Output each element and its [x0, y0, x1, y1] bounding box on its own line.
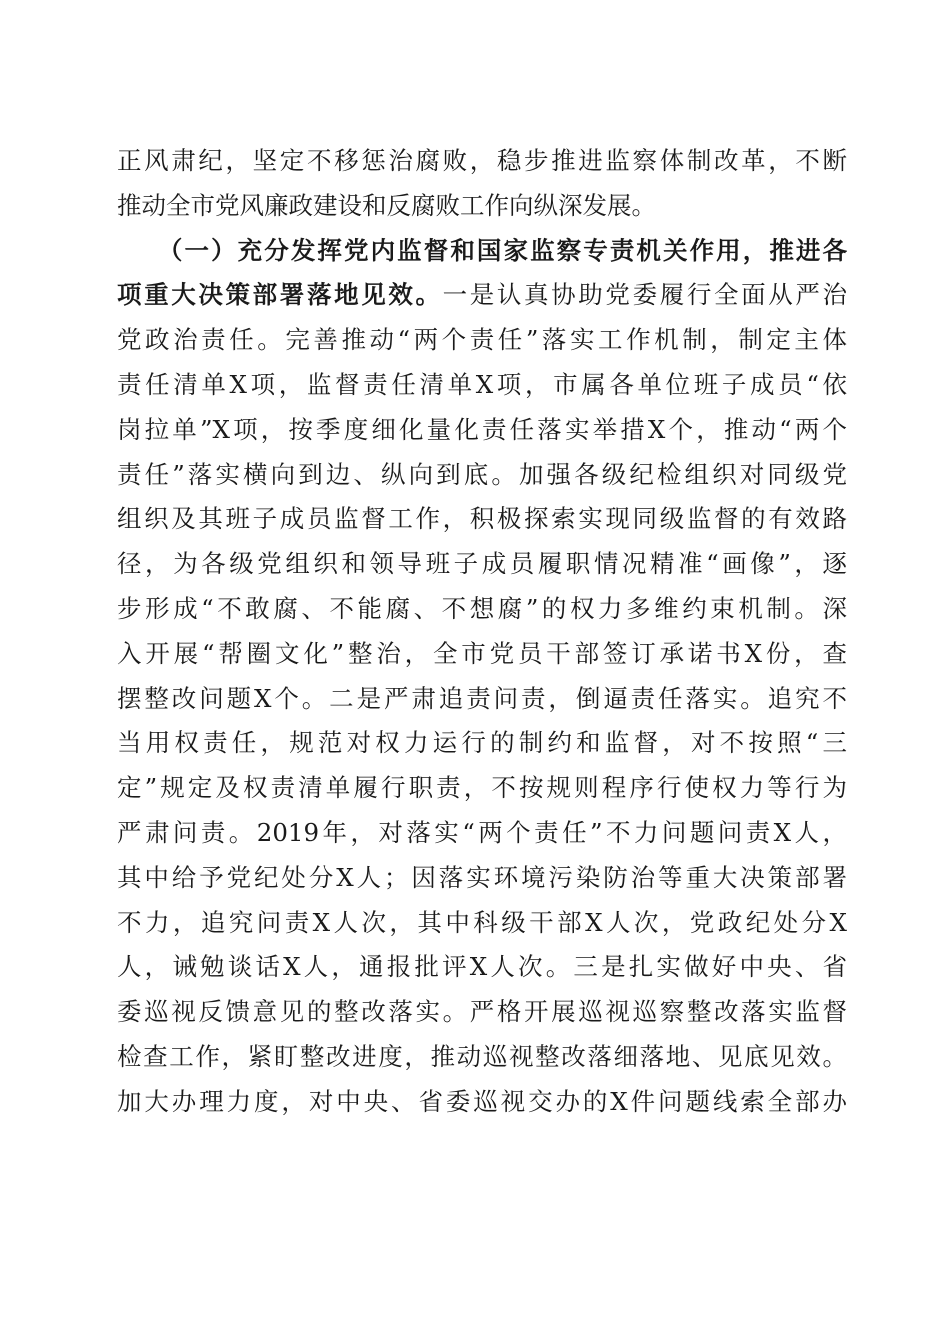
text-line: [117, 1080, 847, 1125]
text-segment: 步形成“不敢腐、不能腐、不想腐”的权力多维约束机制。深: [117, 593, 847, 623]
text-line: [117, 766, 847, 811]
text-line: [117, 408, 847, 453]
text-line: [117, 677, 847, 722]
text-segment: 当用权责任，规范对权力运行的制约和监督，对不按照“三: [117, 728, 847, 758]
text-line: [117, 497, 847, 542]
text-line: [117, 273, 847, 318]
text-line: [117, 632, 847, 677]
text-segment: 严肃问责。2019年，对落实“两个责任”不力问题问责X人，: [117, 817, 847, 847]
text-line: [117, 184, 847, 229]
text-segment: 正风肃纪，坚定不移惩治腐败，稳步推进监察体制改革，不断: [117, 146, 847, 175]
text-segment: 检查工作，紧盯整改进度，推动巡视整改落细落地、见底见效。: [117, 1041, 847, 1071]
text-segment: 人，诫勉谈话X人，通报批评X人次。三是扎实做好中央、省: [117, 952, 847, 982]
text-line: [117, 229, 847, 274]
text-segment: 组织及其班子成员监督工作，积极探索实现同级监督的有效路: [117, 504, 847, 534]
bold-text-segment: （一）充分发挥党内监督和国家监察专责机关作用，推进各: [117, 235, 847, 265]
text-line: [117, 363, 847, 408]
text-segment: 岗拉单”X项，按季度细化量化责任落实举措X个，推动“两个: [117, 414, 847, 444]
text-line: [117, 945, 847, 990]
text-segment: 不力，追究问责X人次，其中科级干部X人次，党政纪处分X: [117, 907, 847, 937]
text-segment: 责任”落实横向到边、纵向到底。加强各级纪检组织对同级党: [117, 459, 847, 489]
body-text: [117, 139, 847, 1125]
text-line: [117, 587, 847, 632]
text-line: [117, 318, 847, 363]
text-segment: 摆整改问题X个。二是严肃追责问责，倒逼责任落实。追究不: [117, 683, 847, 713]
text-segment: 其中给予党纪处分X人；因落实环境污染防治等重大决策部署: [117, 862, 847, 892]
text-segment: 定”规定及权责清单履行职责，不按规则程序行使权力等行为: [117, 773, 847, 803]
text-line: [117, 811, 847, 856]
text-line: [117, 1035, 847, 1080]
text-segment: 党政治责任。完善推动“两个责任”落实工作机制，制定主体: [117, 325, 847, 355]
text-segment: 推动全市党风廉政建设和反腐败工作向纵深发展。: [117, 190, 656, 220]
text-line: [117, 721, 847, 766]
text-line: [117, 856, 847, 901]
text-line: [117, 542, 847, 587]
text-line: [117, 901, 847, 946]
bold-text-segment: 项重大决策部署落地见效。: [117, 280, 443, 310]
text-segment: 入开展“帮圈文化”整治，全市党员干部签订承诺书X份，查: [117, 638, 847, 668]
text-line: [117, 990, 847, 1035]
text-segment: 径，为各级党组织和领导班子成员履职情况精准“画像”，逐: [117, 549, 847, 579]
text-segment: 一是认真协助党委履行全面从严治: [442, 280, 848, 310]
text-segment: 责任清单X项，监督责任清单X项，市属各单位班子成员“依: [117, 369, 847, 399]
text-line: [117, 139, 847, 184]
text-line: [117, 453, 847, 498]
text-segment: 委巡视反馈意见的整改落实。严格开展巡视巡察整改落实监督: [117, 997, 847, 1027]
text-segment: 加大办理力度，对中央、省委巡视交办的X件问题线索全部办: [117, 1086, 847, 1116]
